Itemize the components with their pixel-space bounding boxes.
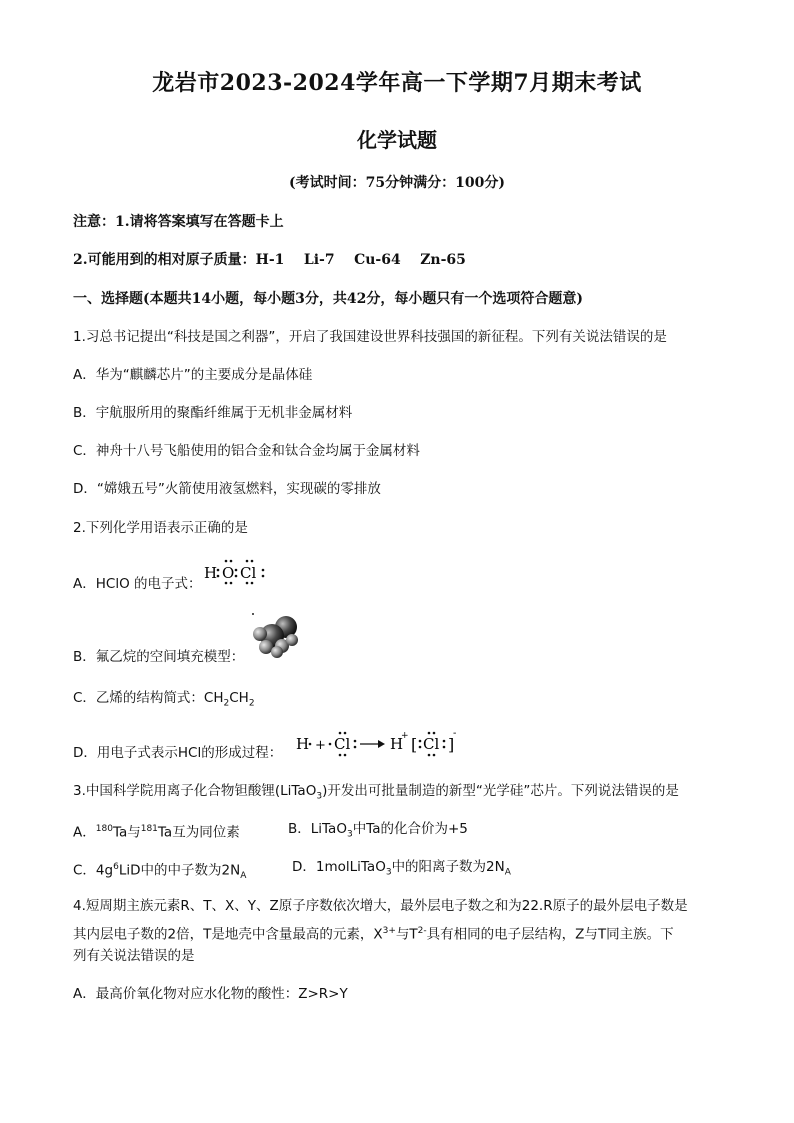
q1-option-c: C．神舟十八号飞船使用的铝合金和钛合金均属于金属材料 — [73, 443, 420, 459]
q1-stem: 1.习总书记提出“科技是国之利器”，开启了我国建设世界科技强国的新征程。下列有关说法错误的是 — [73, 329, 667, 345]
q4-l2-prefix: 其内层电子数的2倍，T是地壳中含量最高的元素，X — [73, 926, 383, 943]
hcl-plus: + — [315, 738, 326, 753]
hcl-cl-charge: - — [453, 728, 457, 739]
hclo-electron-formula — [200, 555, 270, 587]
exam-time: (考试时间：75分钟满分：100分) — [289, 175, 505, 191]
q3-c-sup: 6 — [113, 862, 119, 872]
note-2: 2.可能用到的相对原子质量：H-1 Li-7 Cu-64 Zn-65 — [73, 252, 466, 268]
q2-option-d: D．用电子式表示HCl的形成过程： — [73, 745, 283, 761]
q3-d-sub: 3 — [385, 867, 392, 878]
hcl-h-ion: H — [390, 735, 404, 753]
hclo-o: O — [222, 564, 235, 582]
q2-c-sub2: 2 — [248, 698, 255, 709]
q4-l2-suffix: 具有相同的电子层结构，Z与T同主族。下 — [426, 926, 674, 943]
q2-c-mid: CH — [229, 690, 249, 706]
q3-a-suffix: Ta互为同位素 — [157, 824, 240, 841]
q3-stem — [73, 781, 679, 807]
q2-stem: 2.下列化学用语表示正确的是 — [73, 520, 248, 536]
q3-option-a — [73, 819, 240, 843]
svg-text:[: [ — [411, 735, 418, 754]
q2-c-sub1: 2 — [223, 698, 230, 709]
q1-option-a: A．华为“麒麟芯片”的主要成分是晶体硅 — [73, 367, 313, 383]
q3-c-prefix: C．4g — [73, 862, 114, 879]
section-heading: 一、选择题(本题共14小题，每小题3分，共42分，每小题只有一个选项符合题意) — [73, 291, 583, 307]
note-1: 注意：1.请将答案填写在答题卡上 — [73, 214, 284, 230]
hclo-h: H — [204, 564, 218, 582]
q3-option-d — [292, 857, 511, 883]
q3-a-mid: Ta与 — [112, 824, 141, 841]
q3-stem-sub: 3 — [316, 791, 323, 802]
exam-title: 龙岩市2023-2024学年高一下学期7月期末考试 — [152, 70, 642, 96]
q3-stem-a: 3.中国科学院用离子化合物钽酸锂(LiTaO — [73, 783, 317, 799]
exam-subtitle: 化学试题 — [357, 128, 437, 152]
hcl-h-charge: + — [401, 731, 409, 741]
q3-a-prefix: A． — [73, 824, 96, 841]
q3-d-mid: 中的阳离子数为2N — [391, 859, 505, 875]
q3-c-mid: LiD中的中子数为2N — [118, 862, 241, 879]
q3-b-suffix: 中Ta的化合价为+5 — [352, 821, 468, 837]
hcl-cl: Cl — [334, 735, 351, 753]
q3-c-sub: A — [240, 871, 247, 882]
q3-option-b — [288, 819, 468, 845]
hclo-cl: Cl — [240, 564, 257, 582]
q4-l2-mid: 与T — [395, 926, 418, 943]
q3-d-prefix: D．1molLiTaO — [292, 859, 386, 875]
q1-option-b: B．宇航服所用的聚酯纤维属于无机非金属材料 — [73, 405, 353, 421]
hcl-cl-ion: Cl — [423, 735, 440, 753]
q2-option-a — [73, 574, 201, 594]
q2-option-a-label: A．HClO 的电子式： — [73, 576, 202, 592]
q3-b-sub: 3 — [346, 829, 353, 840]
hcl-h: H — [296, 735, 310, 753]
fluoroethane-space-filling-model — [248, 610, 304, 660]
q2-option-b: B．氟乙烷的空间填充模型： — [73, 649, 245, 665]
q4-l2-sup1: 3+ — [382, 926, 396, 936]
q4-stem-line3: 列有关说法错误的是 — [73, 948, 195, 964]
q3-d-sub2: A — [504, 867, 511, 878]
q3-option-c — [73, 857, 246, 886]
q3-stem-b: )开发出可批量制造的新型“光学硅”芯片。下列说法错误的是 — [322, 783, 679, 799]
svg-text:]: ] — [448, 735, 455, 754]
q4-stem-line1: 4.短周期主族元素R、T、X、Y、Z原子序数依次增大，最外层电子数之和为22.R原子的最外层电子数是 — [73, 898, 688, 914]
q2-option-c — [73, 688, 255, 714]
hcl-formation-process — [296, 727, 458, 759]
q1-option-d: D．“嫦娥五号”火箭使用液氢燃料，实现碳的零排放 — [73, 481, 381, 497]
q3-b-prefix: B．LiTaO — [288, 821, 347, 837]
q3-a-sup1: 180 — [95, 824, 113, 834]
q3-a-sup2: 181 — [140, 824, 158, 834]
q4-l2-sup2: 2- — [417, 926, 427, 936]
q4-stem-line2 — [73, 921, 674, 945]
q4-option-a: A．最高价氧化物对应水化物的酸性：Z>R>Y — [73, 986, 348, 1002]
q2-c-text: C．乙烯的结构简式：CH — [73, 690, 224, 706]
